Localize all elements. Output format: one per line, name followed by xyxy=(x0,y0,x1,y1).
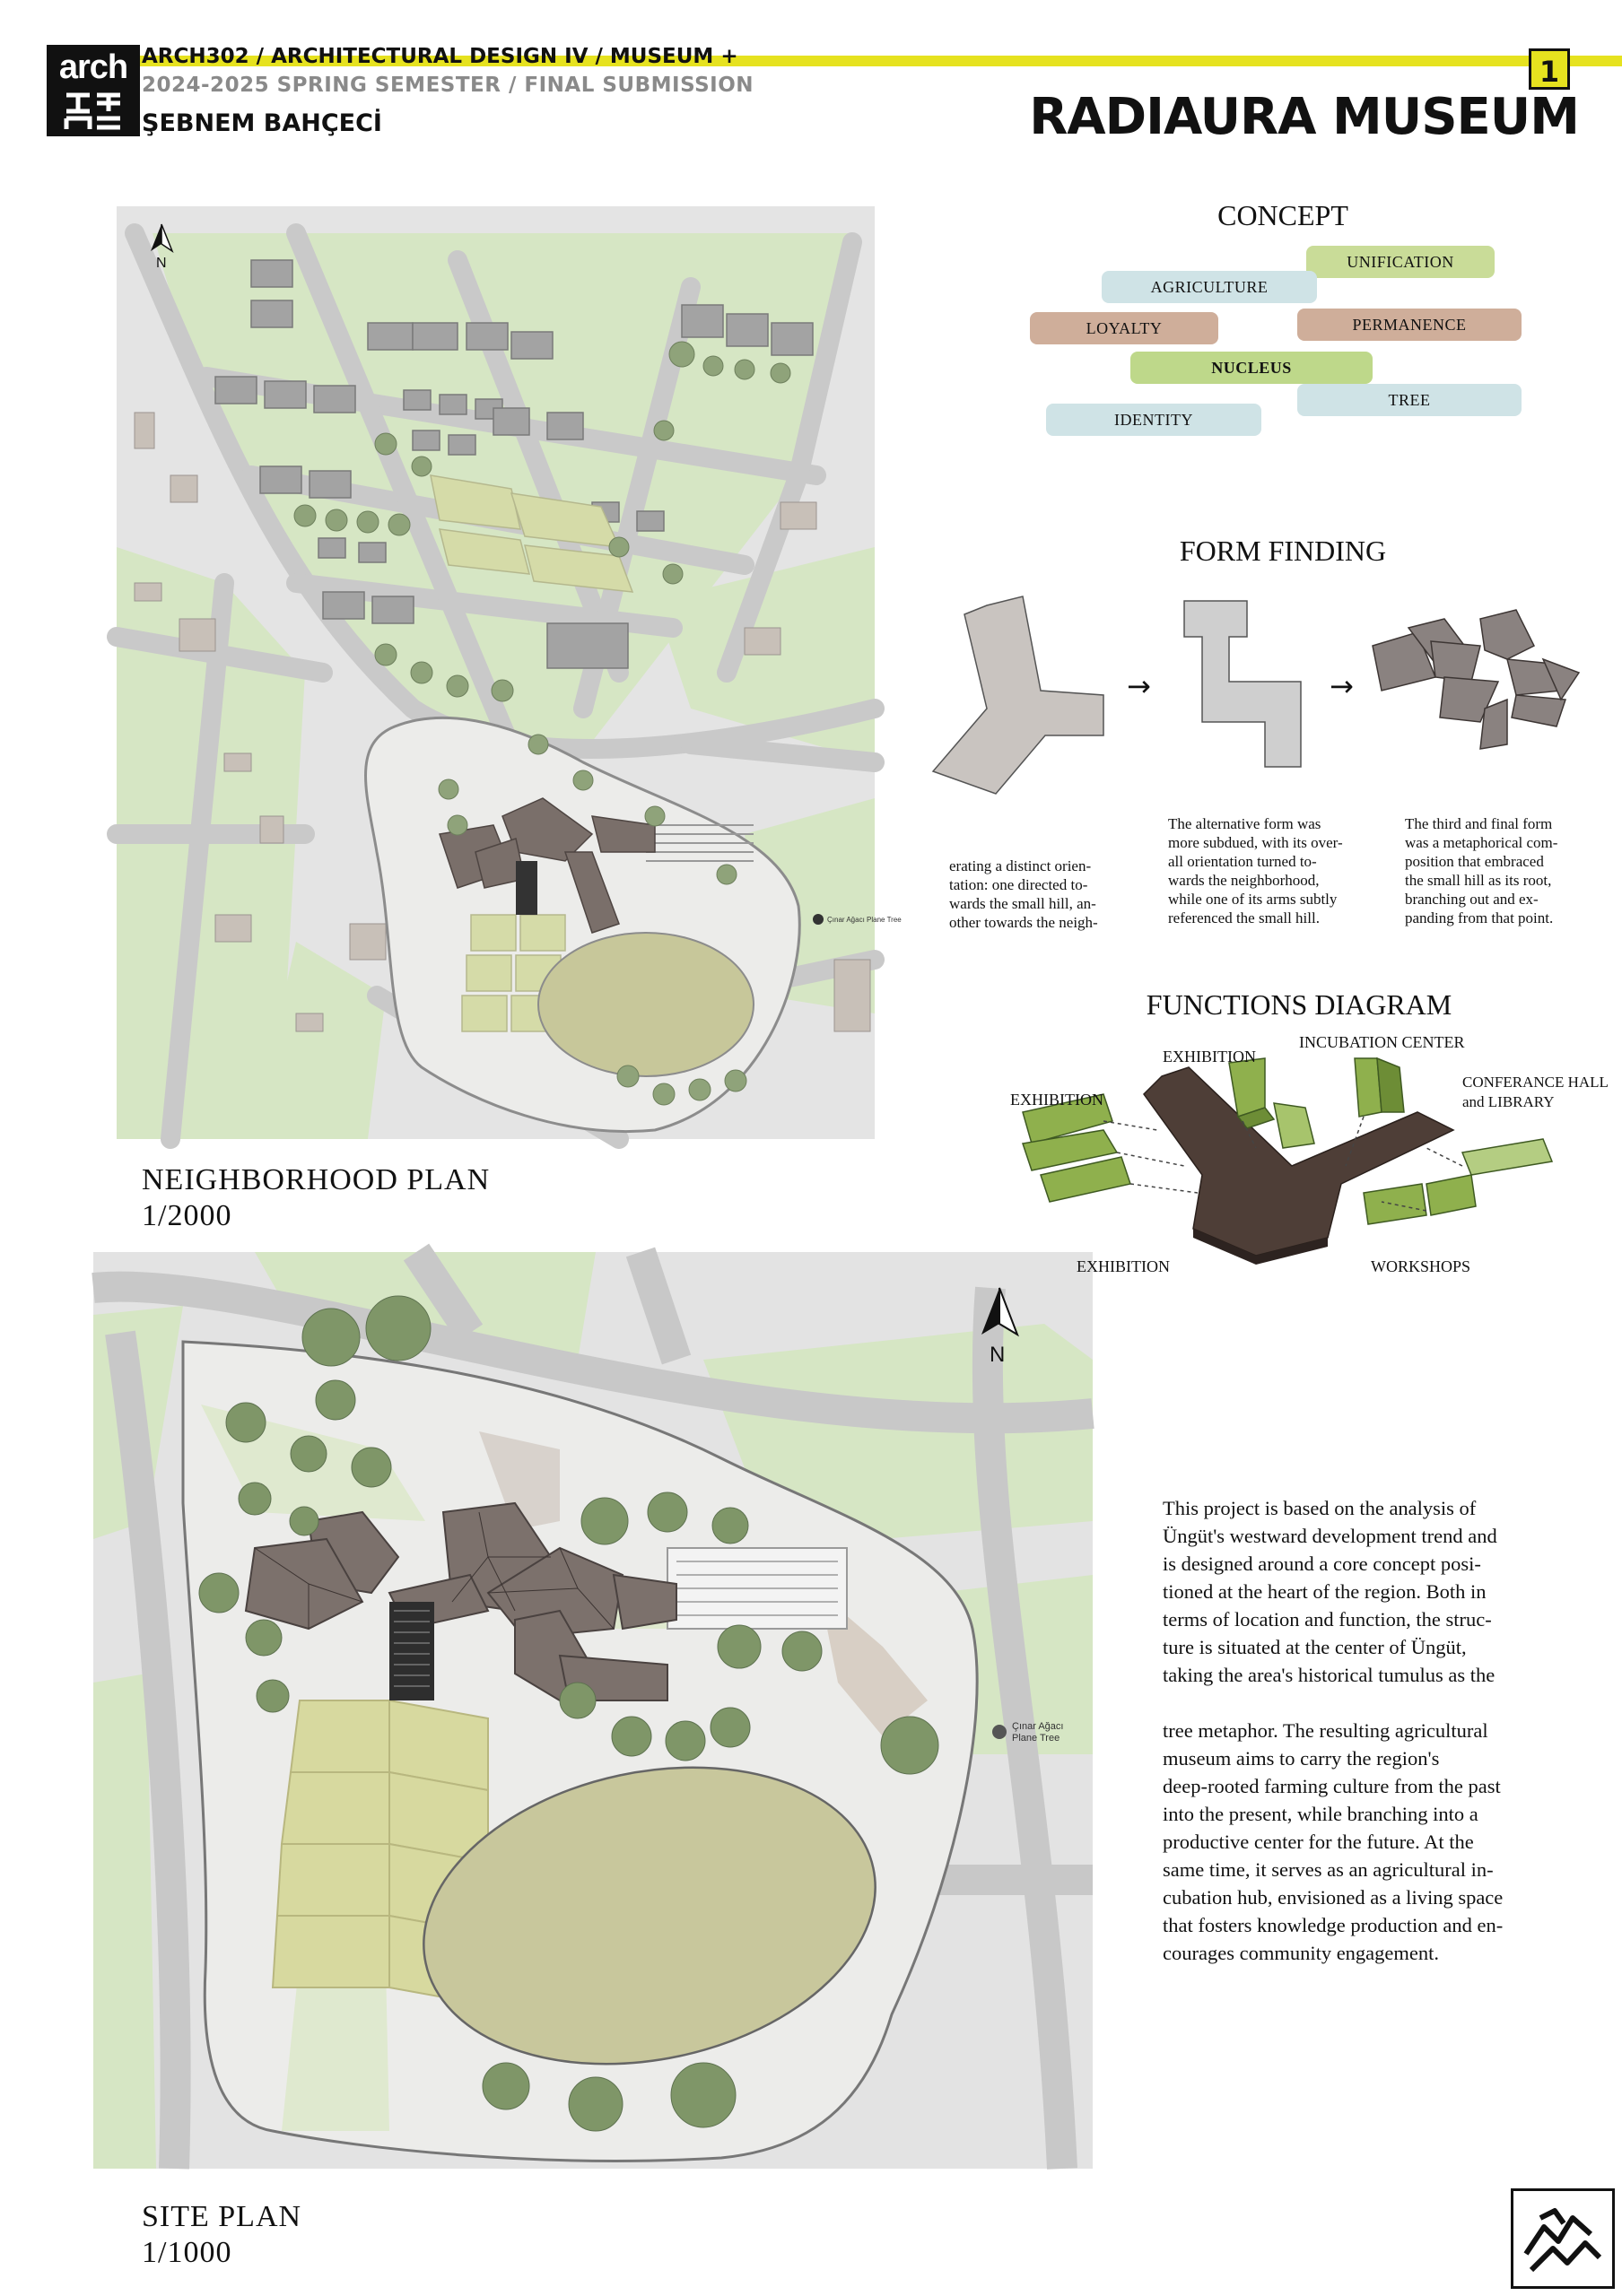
project-description-part-1 xyxy=(1163,1494,1548,1689)
concept-title: CONCEPT xyxy=(1217,199,1348,231)
description-line: same time, it serves as an agricultural in- xyxy=(1163,1858,1494,1881)
site-tree-note-2: Plane Tree xyxy=(1012,1733,1060,1744)
form-text-2-line: all orientation turned to- xyxy=(1168,853,1317,870)
description-line: museum aims to carry the region's xyxy=(1163,1747,1440,1770)
form-1-y-shape xyxy=(933,596,1103,794)
form-text-2-line: referenced the small hill. xyxy=(1168,909,1320,926)
project-description-part-2 xyxy=(1163,1717,1548,1967)
site-plan-map xyxy=(93,1252,1093,2169)
form-finding-title: FORM FINDING xyxy=(1179,535,1387,567)
form-text-1-line: wards the small hill, an- xyxy=(949,895,1096,912)
description-line: cubation hub, envisioned as a living space xyxy=(1163,1886,1504,1909)
form-text-2-line: more subdued, with its over- xyxy=(1168,834,1343,851)
label-conference-line-2: and LIBRARY xyxy=(1462,1093,1555,1110)
concept-word-identity: IDENTITY xyxy=(1046,404,1261,436)
description-line: courages community engagement. xyxy=(1163,1942,1440,1964)
concept-word-unification: UNIFICATION xyxy=(1306,246,1495,278)
neighborhood-plan-scale: 1/2000 xyxy=(142,1199,232,1232)
author-name: ŞEBNEM BAHÇECİ xyxy=(142,109,382,137)
concept-word-nucleus: NUCLEUS xyxy=(1130,352,1373,384)
form-text-1 xyxy=(949,857,1111,932)
form-finding-diagram xyxy=(933,592,1615,798)
site-plan-scale: 1/1000 xyxy=(142,2236,232,2269)
site-tree-note-1: Çınar Ağacı xyxy=(1012,1721,1064,1732)
logo-text: arch xyxy=(58,48,128,86)
form-text-2 xyxy=(1168,814,1392,927)
form-text-3 xyxy=(1405,814,1611,927)
description-line: into the present, while branching into a xyxy=(1163,1803,1478,1825)
concept-word-agriculture: AGRICULTURE xyxy=(1102,271,1317,303)
description-line: deep-rooted farming culture from the past xyxy=(1163,1775,1501,1797)
site-plan-caption xyxy=(142,2199,301,2271)
neighborhood-plan-caption xyxy=(142,1162,490,1234)
form-text-1-line: tation: one directed to- xyxy=(949,876,1088,893)
course-title: ARCH302 / ARCHITECTURAL DESIGN IV / MUSEUM + xyxy=(142,45,738,68)
description-line: taking the area's historical tumulus as the xyxy=(1163,1664,1496,1686)
sheet-number-badge: 1 xyxy=(1529,48,1570,90)
project-title: RADIAURA MUSEUM xyxy=(1029,88,1579,146)
stamp-glyph-icon xyxy=(1513,2191,1612,2286)
concept-word-tree: TREE xyxy=(1297,384,1522,416)
form-3-branching-shape xyxy=(1373,610,1579,749)
form-text-1-line: erating a distinct orien- xyxy=(949,857,1092,874)
form-text-1-line: other towards the neigh- xyxy=(949,914,1098,931)
module-small-grid xyxy=(1274,1103,1314,1148)
label-conference-line-1: CONFERANCE HALL xyxy=(1462,1074,1609,1091)
label-workshops: WORKSHOPS xyxy=(1371,1257,1471,1275)
description-line: tioned at the heart of the region. Both in xyxy=(1163,1580,1487,1603)
functions-diagram-title: FUNCTIONS DIAGRAM xyxy=(1146,988,1452,1021)
form-text-2-line: The alternative form was xyxy=(1168,815,1321,832)
neighborhood-stair-block xyxy=(516,861,537,915)
site-plane-tree-marker-icon xyxy=(992,1725,1007,1739)
label-exhibition-left: EXHIBITION xyxy=(1010,1091,1103,1109)
module-workshop-1 xyxy=(1426,1175,1476,1215)
module-conference xyxy=(1462,1139,1552,1175)
semester-line: 2024-2025 SPRING SEMESTER / FINAL SUBMISSION xyxy=(142,74,754,97)
arch-logo xyxy=(47,45,140,136)
module-exhibition-top xyxy=(1229,1058,1265,1117)
form-text-3-line: was a metaphorical com- xyxy=(1405,834,1558,851)
functions-core-shape xyxy=(1144,1067,1453,1265)
form-arrow-2-icon: → xyxy=(1330,669,1354,703)
logo-glyph-icon xyxy=(63,91,124,131)
description-line: Üngüt's westward development trend and xyxy=(1163,1525,1497,1547)
site-plan-title: SITE PLAN xyxy=(142,2200,302,2233)
neighborhood-plan-title: NEIGHBORHOOD PLAN xyxy=(142,1163,491,1196)
neighborhood-north-label: N xyxy=(156,256,167,271)
concept-word-permanence: PERMANENCE xyxy=(1297,309,1522,341)
form-text-3-line: position that embraced xyxy=(1405,853,1544,870)
form-text-3-line: The third and final form xyxy=(1405,815,1553,832)
label-exhibition-top: EXHIBITION xyxy=(1163,1048,1256,1065)
site-north-label: N xyxy=(990,1343,1006,1367)
form-arrow-1-icon: → xyxy=(1127,669,1151,703)
project-stamp-logo xyxy=(1511,2188,1615,2289)
neighborhood-plan-map xyxy=(117,206,902,1139)
description-line: tree metaphor. The resulting agricultural xyxy=(1163,1719,1488,1742)
description-line: that fosters knowledge production and en- xyxy=(1163,1914,1504,1936)
description-line: ture is situated at the center of Üngüt, xyxy=(1163,1636,1467,1658)
form-text-3-line: panding from that point. xyxy=(1405,909,1554,926)
form-text-3-line: the small hill as its root, xyxy=(1405,872,1552,889)
form-text-3-line: branching out and ex- xyxy=(1405,891,1539,908)
form-text-2-line: while one of its arms subtly xyxy=(1168,891,1338,908)
concept-word-loyalty: LOYALTY xyxy=(1030,312,1218,344)
label-incubation-center: INCUBATION CENTER xyxy=(1299,1033,1465,1051)
description-line: This project is based on the analysis of xyxy=(1163,1497,1477,1519)
neighborhood-tree-note: Çınar Ağacı Plane Tree xyxy=(827,916,902,924)
description-line: productive center for the future. At the xyxy=(1163,1831,1474,1853)
form-text-2-line: wards the neighborhood, xyxy=(1168,872,1320,889)
form-2-l-shape xyxy=(1184,601,1301,767)
description-line: is designed around a core concept posi- xyxy=(1163,1552,1481,1575)
label-exhibition-bottom: EXHIBITION xyxy=(1077,1257,1170,1275)
label-conference-library xyxy=(1462,1073,1609,1112)
plane-tree-marker-icon xyxy=(813,914,824,925)
description-line: terms of location and function, the struc- xyxy=(1163,1608,1492,1631)
